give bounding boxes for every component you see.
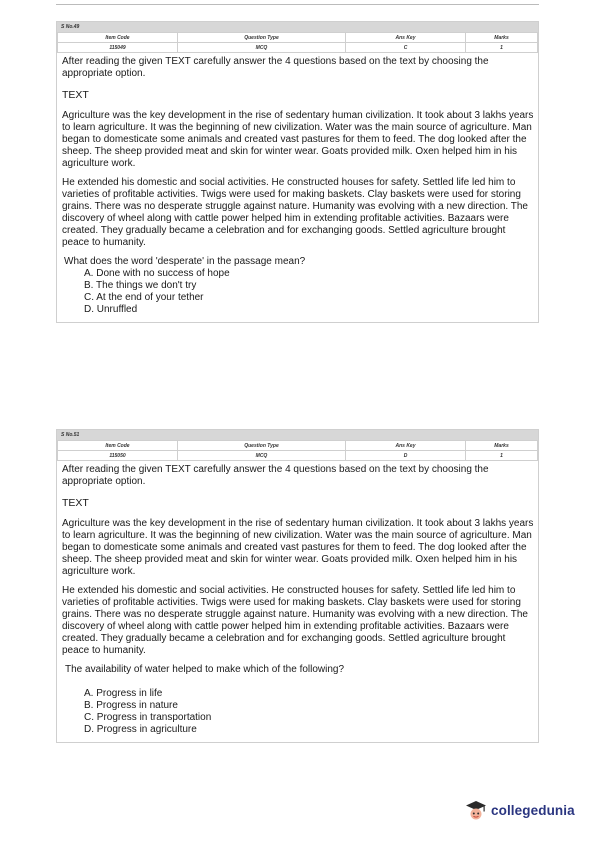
- option-d: D. Progress in agriculture: [84, 724, 197, 735]
- top-rule: [56, 0, 539, 5]
- question-type-header: Question Type: [178, 441, 346, 451]
- option-c: C. At the end of your tether: [84, 292, 204, 303]
- option-b: B. The things we don't try: [84, 280, 197, 291]
- marks-header: Marks: [466, 33, 538, 43]
- meta-table: [57, 32, 538, 53]
- option-a: A. Progress in life: [84, 688, 163, 699]
- option-a: A. Done with no success of hope: [84, 268, 230, 279]
- question-content: [57, 461, 538, 742]
- meta-table: [57, 440, 538, 461]
- item-code-header: Item Code: [58, 441, 178, 451]
- instructions: After reading the given TEXT carefully answer the 4 questions based on the text by choosing the appropriate option.: [62, 464, 489, 487]
- item-code-value: 115049: [58, 43, 178, 53]
- question-type-value: MCQ: [178, 43, 346, 53]
- item-code-header: Item Code: [58, 33, 178, 43]
- meta-header-row: [58, 441, 538, 451]
- options-list: [62, 688, 534, 736]
- item-code-value: 115050: [58, 451, 178, 461]
- ans-key-value: C: [346, 43, 466, 53]
- option-b: B. Progress in nature: [84, 700, 178, 711]
- option-c: C. Progress in transportation: [84, 712, 212, 723]
- question-type-header: Question Type: [178, 33, 346, 43]
- options-list: [62, 268, 534, 316]
- passage-paragraph-2: He extended his domestic and social activities. He constructed houses for safety. Settled life led him to varieties of profitable activities. Twigs were used for making baskets. Clay baskets were used for storing grains. There was no desperate struggle against nature. Humanity was evolving with a new direction. The discovery of wheel along with cattle power helped him in extending profitable activities. Bazaars were created. They gradually became a celebration and for exchanging goods. Settled agriculture brought peace to humanity.: [62, 177, 528, 248]
- question-block-2: [56, 429, 539, 743]
- instructions: After reading the given TEXT carefully answer the 4 questions based on the text by choosing the appropriate option.: [62, 56, 489, 79]
- question-block-1: [56, 21, 539, 323]
- question-text: The availability of water helped to make which of the following?: [65, 664, 345, 675]
- meta-value-row: [58, 451, 538, 461]
- question-number: S No.51: [57, 430, 538, 440]
- question-text: What does the word 'desperate' in the passage mean?: [64, 256, 306, 267]
- graduate-cap-icon: [465, 799, 487, 821]
- option-d: D. Unruffled: [84, 304, 138, 315]
- text-label: TEXT: [62, 497, 89, 509]
- marks-value: 1: [466, 451, 538, 461]
- passage-paragraph-2: He extended his domestic and social activities. He constructed houses for safety. Settled life led him to varieties of profitable activities. Twigs were used for making baskets. Clay baskets were used for storing grains. There was no desperate struggle against nature. Humanity was evolving with a new direction. The discovery of wheel along with cattle power helped him in extending profitable activities. Bazaars were created. They gradually became a celebration and for exchanging goods. Settled agriculture brought peace to humanity.: [62, 585, 528, 656]
- ans-key-header: Ans Key: [346, 441, 466, 451]
- passage-paragraph-1: Agriculture was the key development in the rise of sedentary human civilization. It took about 3 lakhs years to learn agriculture. It was the beginning of new civilization. Water was the main source of agriculture. Man began to domesticate some animals and created vast pastures for them to feed. The dog looked after the sheep. The sheep provided meat and skin for winter wear. Goats provided milk. Oxen helped him in his agriculture work.: [62, 110, 534, 169]
- question-number: S No.49: [57, 22, 538, 32]
- text-label: TEXT: [62, 89, 89, 101]
- ans-key-value: D: [346, 451, 466, 461]
- marks-header: Marks: [466, 441, 538, 451]
- logo-text: collegedunia: [491, 802, 575, 818]
- question-content: [57, 53, 538, 322]
- passage-paragraph-1: Agriculture was the key development in the rise of sedentary human civilization. It took about 3 lakhs years to learn agriculture. It was the beginning of new civilization. Water was the main source of agriculture. Man began to domesticate some animals and created vast pastures for them to feed. The dog looked after the sheep. The sheep provided meat and skin for winter wear. Goats provided milk. Oxen helped him in his agriculture work.: [62, 518, 534, 577]
- ans-key-header: Ans Key: [346, 33, 466, 43]
- collegedunia-logo: [465, 795, 583, 825]
- question-type-value: MCQ: [178, 451, 346, 461]
- meta-value-row: [58, 43, 538, 53]
- meta-header-row: [58, 33, 538, 43]
- marks-value: 1: [466, 43, 538, 53]
